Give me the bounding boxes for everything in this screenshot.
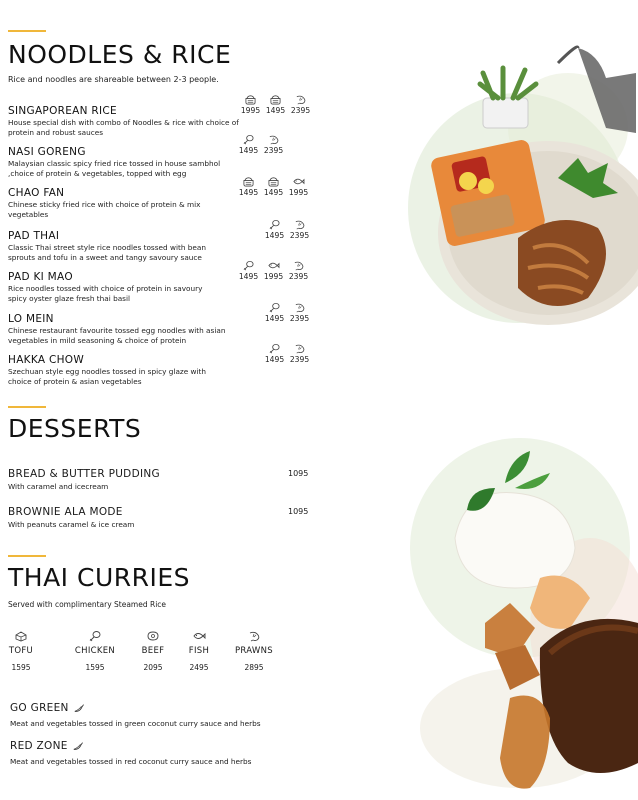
- protein-option: [184, 630, 214, 672]
- protein-option: [52, 630, 138, 672]
- menu-item: [8, 230, 243, 263]
- section-title-desserts: DESSERTS: [8, 414, 142, 443]
- protein-price: 2895: [244, 663, 264, 672]
- item-name: BREAD & BUTTER PUDDING: [8, 468, 160, 480]
- beef-bowl-icon: [244, 94, 257, 105]
- item-name-row: [10, 740, 251, 752]
- price-group: [236, 176, 311, 197]
- chicken-leg-icon: [88, 630, 102, 642]
- protein-price: 2095: [143, 663, 163, 672]
- section-divider: [8, 30, 46, 32]
- price-value: 1495: [264, 355, 285, 364]
- protein-label: BEEF: [141, 646, 165, 656]
- item-price: 1095: [288, 507, 309, 516]
- fish-icon: [192, 630, 206, 642]
- chicken-leg-icon: [268, 302, 281, 313]
- item-name: NASI GORENG: [8, 146, 86, 158]
- item-description: Meat and vegetables tossed in red coconut curry sauce and herbs: [10, 757, 252, 766]
- price-value: 1495: [238, 146, 259, 155]
- protein-price: 1595: [85, 663, 105, 672]
- chicken-leg-icon: [242, 134, 255, 145]
- menu-item: [8, 271, 243, 304]
- item-description: Classic Thai street style rice noodles tossed with bean sprouts and tofu in a sweet and tangy savoury sauce: [8, 243, 206, 262]
- item-description: With caramel and icecream: [8, 482, 109, 491]
- price-value: 1495: [264, 314, 285, 323]
- beef-bowl-icon: [267, 176, 280, 187]
- price-group: [262, 302, 312, 323]
- menu-item: [8, 354, 243, 387]
- chili-icon: [72, 741, 84, 751]
- protein-options: [8, 630, 274, 672]
- price-value: 1995: [240, 106, 261, 115]
- item-name: PAD KI MAO: [8, 271, 73, 283]
- price-value: 1495: [265, 106, 286, 115]
- fish-icon: [292, 176, 305, 187]
- section-title-curries: THAI CURRIES: [8, 563, 191, 592]
- beef-bowl-icon: [242, 176, 255, 187]
- menu-item: [8, 105, 243, 138]
- chicken-leg-icon: [268, 343, 281, 354]
- item-name: SINGAPOREAN RICE: [8, 105, 117, 117]
- price-group: [262, 343, 312, 364]
- shrimp-icon: [293, 343, 306, 354]
- noodle-dish-illustration: [408, 38, 638, 338]
- item-price: 1095: [288, 469, 309, 478]
- section-title-noodles: NOODLES & RICE: [8, 40, 232, 69]
- item-name: BROWNIE ALA MODE: [8, 506, 123, 518]
- item-name: HAKKA CHOW: [8, 354, 85, 366]
- menu-item: [8, 187, 243, 220]
- protein-option: [138, 630, 168, 672]
- item-name: CHAO FAN: [8, 187, 65, 199]
- shrimp-icon: [247, 630, 261, 642]
- protein-label: FISH: [188, 646, 210, 656]
- price-value: 2395: [289, 314, 310, 323]
- section-divider: [8, 406, 46, 408]
- tofu-icon: [14, 630, 28, 642]
- menu-item: [8, 146, 243, 179]
- shrimp-icon: [294, 94, 307, 105]
- price-value: 1495: [238, 188, 259, 197]
- item-description: Chinese sticky fried rice with choice of protein & mix vegetables: [8, 200, 201, 219]
- protein-label: CHICKEN: [74, 646, 116, 656]
- menu-item: [10, 740, 251, 766]
- price-value: 2395: [289, 355, 310, 364]
- item-description: Malaysian classic spicy fried rice tossed in house sambhol ,choice of protein & vegetables, topped with egg: [8, 159, 221, 178]
- protein-price: 1595: [11, 663, 31, 672]
- price-value: 2395: [289, 231, 310, 240]
- item-description: Meat and vegetables tossed in green coconut curry sauce and herbs: [10, 719, 261, 728]
- menu-item: [8, 506, 308, 529]
- item-name: PAD THAI: [8, 230, 60, 242]
- item-description: Rice noodles tossed with choice of protein in savoury spicy oyster glaze fresh thai basil: [8, 284, 203, 303]
- chicken-leg-icon: [242, 260, 255, 271]
- price-value: 2395: [288, 272, 309, 281]
- item-description: With peanuts caramel & ice cream: [8, 520, 135, 529]
- price-group: [262, 219, 312, 240]
- item-name-row: [10, 702, 261, 714]
- price-value: 1495: [238, 272, 259, 281]
- fish-icon: [267, 260, 280, 271]
- price-group: [236, 134, 286, 155]
- item-description: Szechuan style egg noodles tossed in spicy glaze with choice of protein & asian vegetables: [8, 367, 207, 386]
- protein-option: [234, 630, 274, 672]
- dessert-illustration: [400, 428, 638, 798]
- section-divider: [8, 555, 46, 557]
- item-name: LO MEIN: [8, 313, 54, 325]
- shrimp-icon: [293, 302, 306, 313]
- item-description: House special dish with combo of Noodles & rice with choice of protein and robust sauces: [8, 118, 239, 137]
- price-value: 1495: [263, 188, 284, 197]
- price-value: 2395: [290, 106, 311, 115]
- menu-item: [8, 468, 308, 491]
- menu-item: [8, 313, 243, 346]
- price-value: 2395: [263, 146, 284, 155]
- beef-bowl-icon: [269, 94, 282, 105]
- price-value: 1995: [263, 272, 284, 281]
- beef-icon: [146, 630, 160, 642]
- shrimp-icon: [293, 219, 306, 230]
- protein-option: [8, 630, 34, 672]
- shrimp-icon: [292, 260, 305, 271]
- section-subtitle-curries: Served with complimentary Steamed Rice: [8, 600, 167, 609]
- item-name: GO GREEN: [10, 702, 69, 714]
- price-group: [238, 94, 313, 115]
- protein-label: PRAWNS: [235, 646, 273, 656]
- shrimp-icon: [267, 134, 280, 145]
- menu-item: [10, 702, 261, 728]
- item-description: Chinese restaurant favourite tossed egg noodles with asian vegetables in mild seasoning & choice of protein: [8, 326, 226, 345]
- protein-label: TOFU: [8, 646, 34, 656]
- chili-icon: [73, 703, 85, 713]
- chicken-leg-icon: [268, 219, 281, 230]
- price-group: [236, 260, 311, 281]
- section-subtitle-noodles: Rice and noodles are shareable between 2-3 people.: [8, 75, 219, 84]
- price-value: 1495: [264, 231, 285, 240]
- protein-price: 2495: [189, 663, 209, 672]
- price-value: 1995: [288, 188, 309, 197]
- item-name: RED ZONE: [10, 740, 68, 752]
